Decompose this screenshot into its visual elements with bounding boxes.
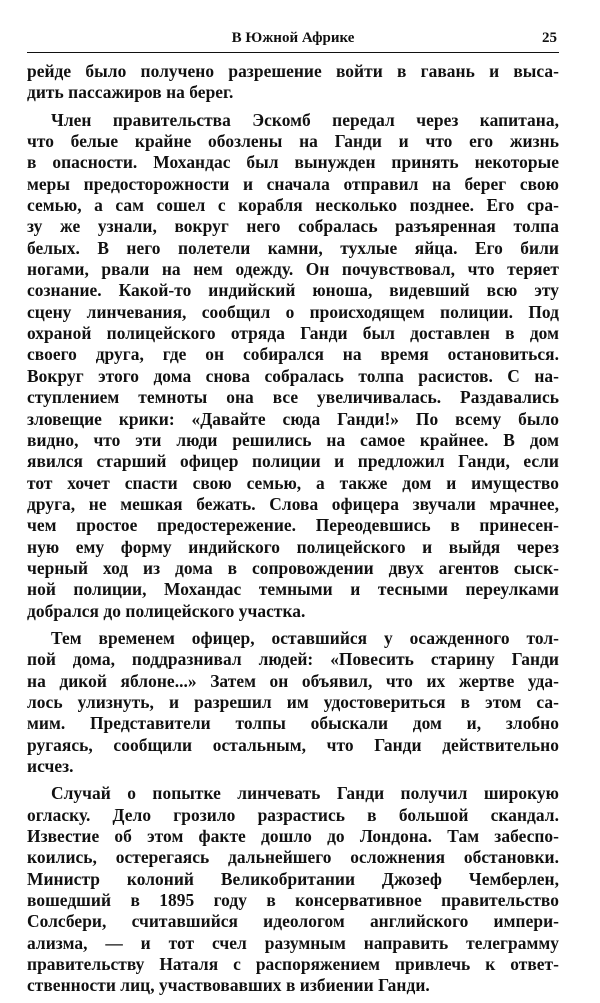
text-line: добрался до полицейского участка.	[27, 600, 306, 621]
text-line: на дикой яблоне...» Затем он объявил, что их жертве уда-	[27, 670, 559, 691]
text-line: ственности лиц, участвовавших в избиении Ганди.	[27, 975, 430, 996]
text-line: правительству Наталя с распоряжением привлечь к ответ-	[27, 954, 559, 975]
text-line: меры предосторожности и сначала отправил на берег свою	[27, 173, 559, 194]
text-line: Солсбери, считавшийся идеологом английского импери-	[27, 911, 559, 932]
text-line: ную ему форму индийского полицейского и выйдя через	[27, 536, 559, 557]
paragraph	[27, 628, 559, 777]
text-body	[27, 61, 559, 997]
text-line: что белые крайне обозлены на Ганди и что его жизнь	[27, 131, 559, 152]
text-line: явился старший офицер полиции и предложил Ганди, если	[27, 451, 559, 472]
text-line: белых. В него полетели камни, тухлые яйца. Его били	[27, 237, 559, 258]
text-line: ной полиции, Мохандас темными и тесными переулками	[27, 579, 559, 600]
text-line: Член правительства Эскомб передал через капитана,	[51, 109, 559, 130]
text-line: в опасности. Мохандас был вынужден принять некоторые	[27, 152, 559, 173]
text-line: ругаясь, сообщили остальным, что Ганди действительно	[27, 734, 559, 755]
text-line: огласку. Дело грозило разрастись в большой скандал.	[27, 804, 559, 825]
text-line: чем простое предостережение. Переодевшись в принесен-	[27, 515, 559, 536]
running-header	[27, 26, 559, 53]
running-title: В Южной Африке	[231, 30, 355, 46]
text-line: видно, что эти люди решились на самое крайнее. В дом	[27, 429, 559, 450]
paragraph	[27, 110, 559, 622]
text-line: коились, остерегаясь дальнейшего осложнения обстановки.	[27, 847, 559, 868]
page-number: 25	[542, 30, 557, 46]
text-line: пой дома, поддразнивал людей: «Повесить старину Ганди	[27, 649, 559, 670]
text-line: сцену линчевания, сообщил о происходящем полиции. Под	[27, 301, 559, 322]
book-page	[27, 26, 559, 1003]
text-line: друга, не мешкая бежать. Слова офицера звучали мрачнее,	[27, 493, 559, 514]
text-line: Тем временем офицер, оставшийся у осажденного тол-	[51, 627, 559, 648]
text-line: вошедший в 1895 году в консервативное правительство	[27, 890, 559, 911]
text-line: черный ход из дома в сопровождении двух агентов сыск-	[27, 557, 559, 578]
text-line: Случай о попытке линчевать Ганди получил широкую	[51, 783, 559, 804]
text-line: Министр колоний Великобритании Джозеф Чемберлен,	[27, 868, 559, 889]
text-line: тот хочет спасти свою семью, а также дом и имущество	[27, 472, 559, 493]
text-line: ногами, рвали на нем одежду. Он почувствовал, что теряет	[27, 259, 559, 280]
text-line: ступлением темноты она все увеличивалась. Раздавались	[27, 387, 559, 408]
text-line: семью, а сам сошел с корабля несколько позднее. Его сра-	[27, 195, 559, 216]
text-line: исчез.	[27, 756, 74, 776]
text-line: дить пассажиров на берег.	[27, 82, 234, 103]
paragraph	[27, 61, 559, 104]
text-line: рейде было получено разрешение войти в гавань и выса-	[27, 61, 559, 81]
text-line: мим. Представители толпы обыскали дом и, злобно	[27, 713, 559, 734]
text-line: ализма, — и тот счел разумным направить телеграмму	[27, 932, 559, 953]
text-line: зу же узнали, вокруг него собралась разъяренная толпа	[27, 216, 559, 237]
text-line: Известие об этом факте дошло до Лондона. Там забеспо-	[27, 826, 559, 847]
text-line: лось улизнуть, и разрешил им удостовериться в этом са-	[27, 691, 559, 712]
paragraph	[27, 783, 559, 996]
text-line: своего друга, где он собирался на время остановиться.	[27, 344, 559, 365]
text-line: зловещие крики: «Давайте сюда Ганди!» По всему было	[27, 408, 559, 429]
text-line: охраной полицейского отряда Ганди был доставлен в дом	[27, 323, 559, 344]
text-line: Вокруг этого дома снова собралась толпа расистов. С на-	[27, 365, 559, 386]
text-line: сознание. Какой-то индийский юноша, видевший всю эту	[27, 280, 559, 301]
